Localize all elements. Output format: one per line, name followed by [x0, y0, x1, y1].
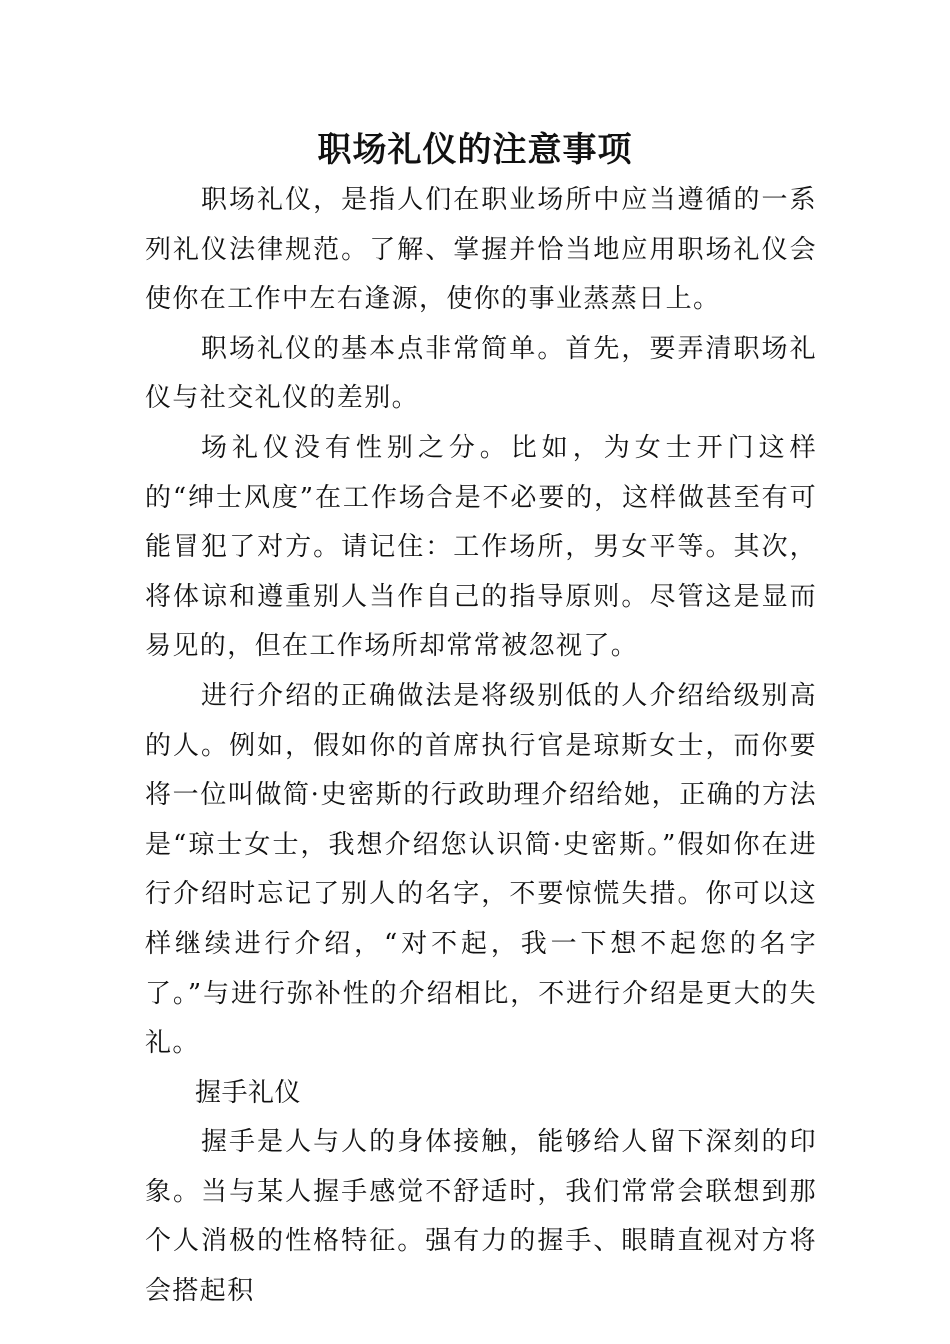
section-heading-handshake: 握手礼仪 — [195, 1077, 302, 1108]
document-title: 职场礼仪的注意事项 — [317, 130, 633, 170]
paragraph-intro: 职场礼仪，是指人们在职业场所中应当遵循的一系列礼仪法律规范。了解、掌握并恰当地应用职场礼仪会使你在工作中左右逢源，使你的事业蒸蒸日上。 — [145, 185, 817, 315]
paragraph-gender: 场礼仪没有性别之分。比如，为女士开门这样的“绅士风度”在工作场合是不必要的，这样做甚至有可能冒犯了对方。请记住：工作场所，男女平等。其次，将体谅和遵重别人当作自己的指导原则。尽管这是显而易见的，但在工作场所却常常被忽视了。 — [145, 432, 817, 662]
paragraph-basics: 职场礼仪的基本点非常简单。首先，要弄清职场礼仪与社交礼仪的差别。 — [145, 333, 817, 414]
document-body — [145, 176, 817, 1317]
paragraph-handshake: 握手是人与人的身体接触，能够给人留下深刻的印象。当与某人握手感觉不舒适时，我们常常会联想到那个人消极的性格特征。强有力的握手、眼睛直视对方将会搭起积 — [145, 1127, 817, 1307]
paragraph-introductions: 进行介绍的正确做法是将级别低的人介绍给级别高的人。例如，假如你的首席执行官是琼斯女士，而你要将一位叫做简·史密斯的行政助理介绍给她，正确的方法是“琼士女士，我想介绍您认识简·史密斯。”假如你在进行介绍时忘记了别人的名字，不要惊慌失措。你可以这样继续进行介绍，“对不起，我一下想不起您的名字了。”与进行弥补性的介绍相比，不进行介绍是更大的失礼。 — [145, 680, 817, 1059]
